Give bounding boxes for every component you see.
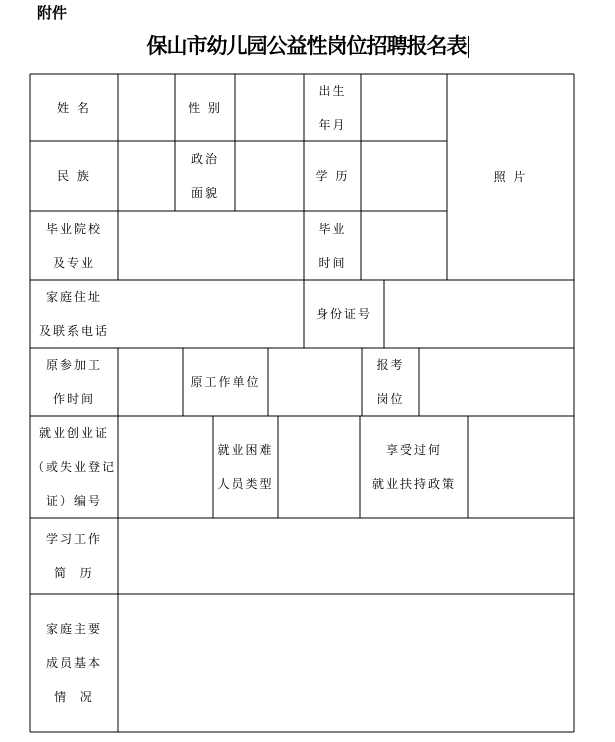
support-policy-field[interactable] <box>468 416 574 518</box>
graduation-time-field[interactable] <box>361 211 447 280</box>
label-name: 姓 名 <box>57 100 91 115</box>
birth-field[interactable] <box>361 74 447 141</box>
form-title-text: 保山市幼儿园公益性岗位招聘报名表 <box>146 34 467 58</box>
label-ethnicity: 民 族 <box>57 169 91 183</box>
hardship-type-field[interactable] <box>278 416 360 518</box>
family-members-field[interactable] <box>118 594 574 732</box>
attachment-label: 附件 <box>37 4 68 22</box>
label-political-status: 政治 面貌 <box>190 152 219 200</box>
resume-field[interactable] <box>118 518 574 594</box>
education-field[interactable] <box>361 141 447 211</box>
applied-post-field[interactable] <box>419 348 574 416</box>
label-original-employer: 原工作单位 <box>190 375 261 389</box>
label-graduation-time: 毕业 时间 <box>318 221 347 270</box>
name-field[interactable] <box>118 74 175 141</box>
form-title <box>0 30 615 60</box>
label-applied-post: 报考 岗位 <box>376 358 405 406</box>
label-gender: 性 别 <box>188 100 222 115</box>
label-id-number: 身份证号 <box>315 307 372 321</box>
text-cursor <box>468 36 469 58</box>
label-employment-certificate: 就业创业证 （或失业登记 证）编号 <box>31 426 116 508</box>
id-number-field[interactable] <box>384 280 574 348</box>
ethnicity-field[interactable] <box>118 141 175 211</box>
work-start-time-field[interactable] <box>118 348 183 416</box>
employment-certificate-field[interactable] <box>118 416 213 518</box>
school-major-field[interactable] <box>118 211 304 280</box>
label-education: 学 历 <box>315 169 350 183</box>
label-school-major: 毕业院校 及专业 <box>45 221 102 270</box>
label-hardship-type: 就业困难 人员类型 <box>217 443 274 491</box>
label-family-members: 家庭主要 成员基本 情 况 <box>45 622 102 704</box>
political-status-field[interactable] <box>235 141 304 211</box>
label-address-phone: 家庭住址 及联系电话 <box>38 290 109 338</box>
label-support-policy: 享受过何 就业扶持政策 <box>371 443 456 491</box>
label-photo: 照 片 <box>493 170 528 184</box>
address-phone-field[interactable] <box>30 280 304 348</box>
label-work-start-time: 原参加工 作时间 <box>45 358 102 406</box>
label-resume: 学习工作 简 历 <box>45 532 102 580</box>
original-employer-field[interactable] <box>268 348 362 416</box>
gender-field[interactable] <box>235 74 304 141</box>
label-birth: 出生 年月 <box>318 83 347 132</box>
